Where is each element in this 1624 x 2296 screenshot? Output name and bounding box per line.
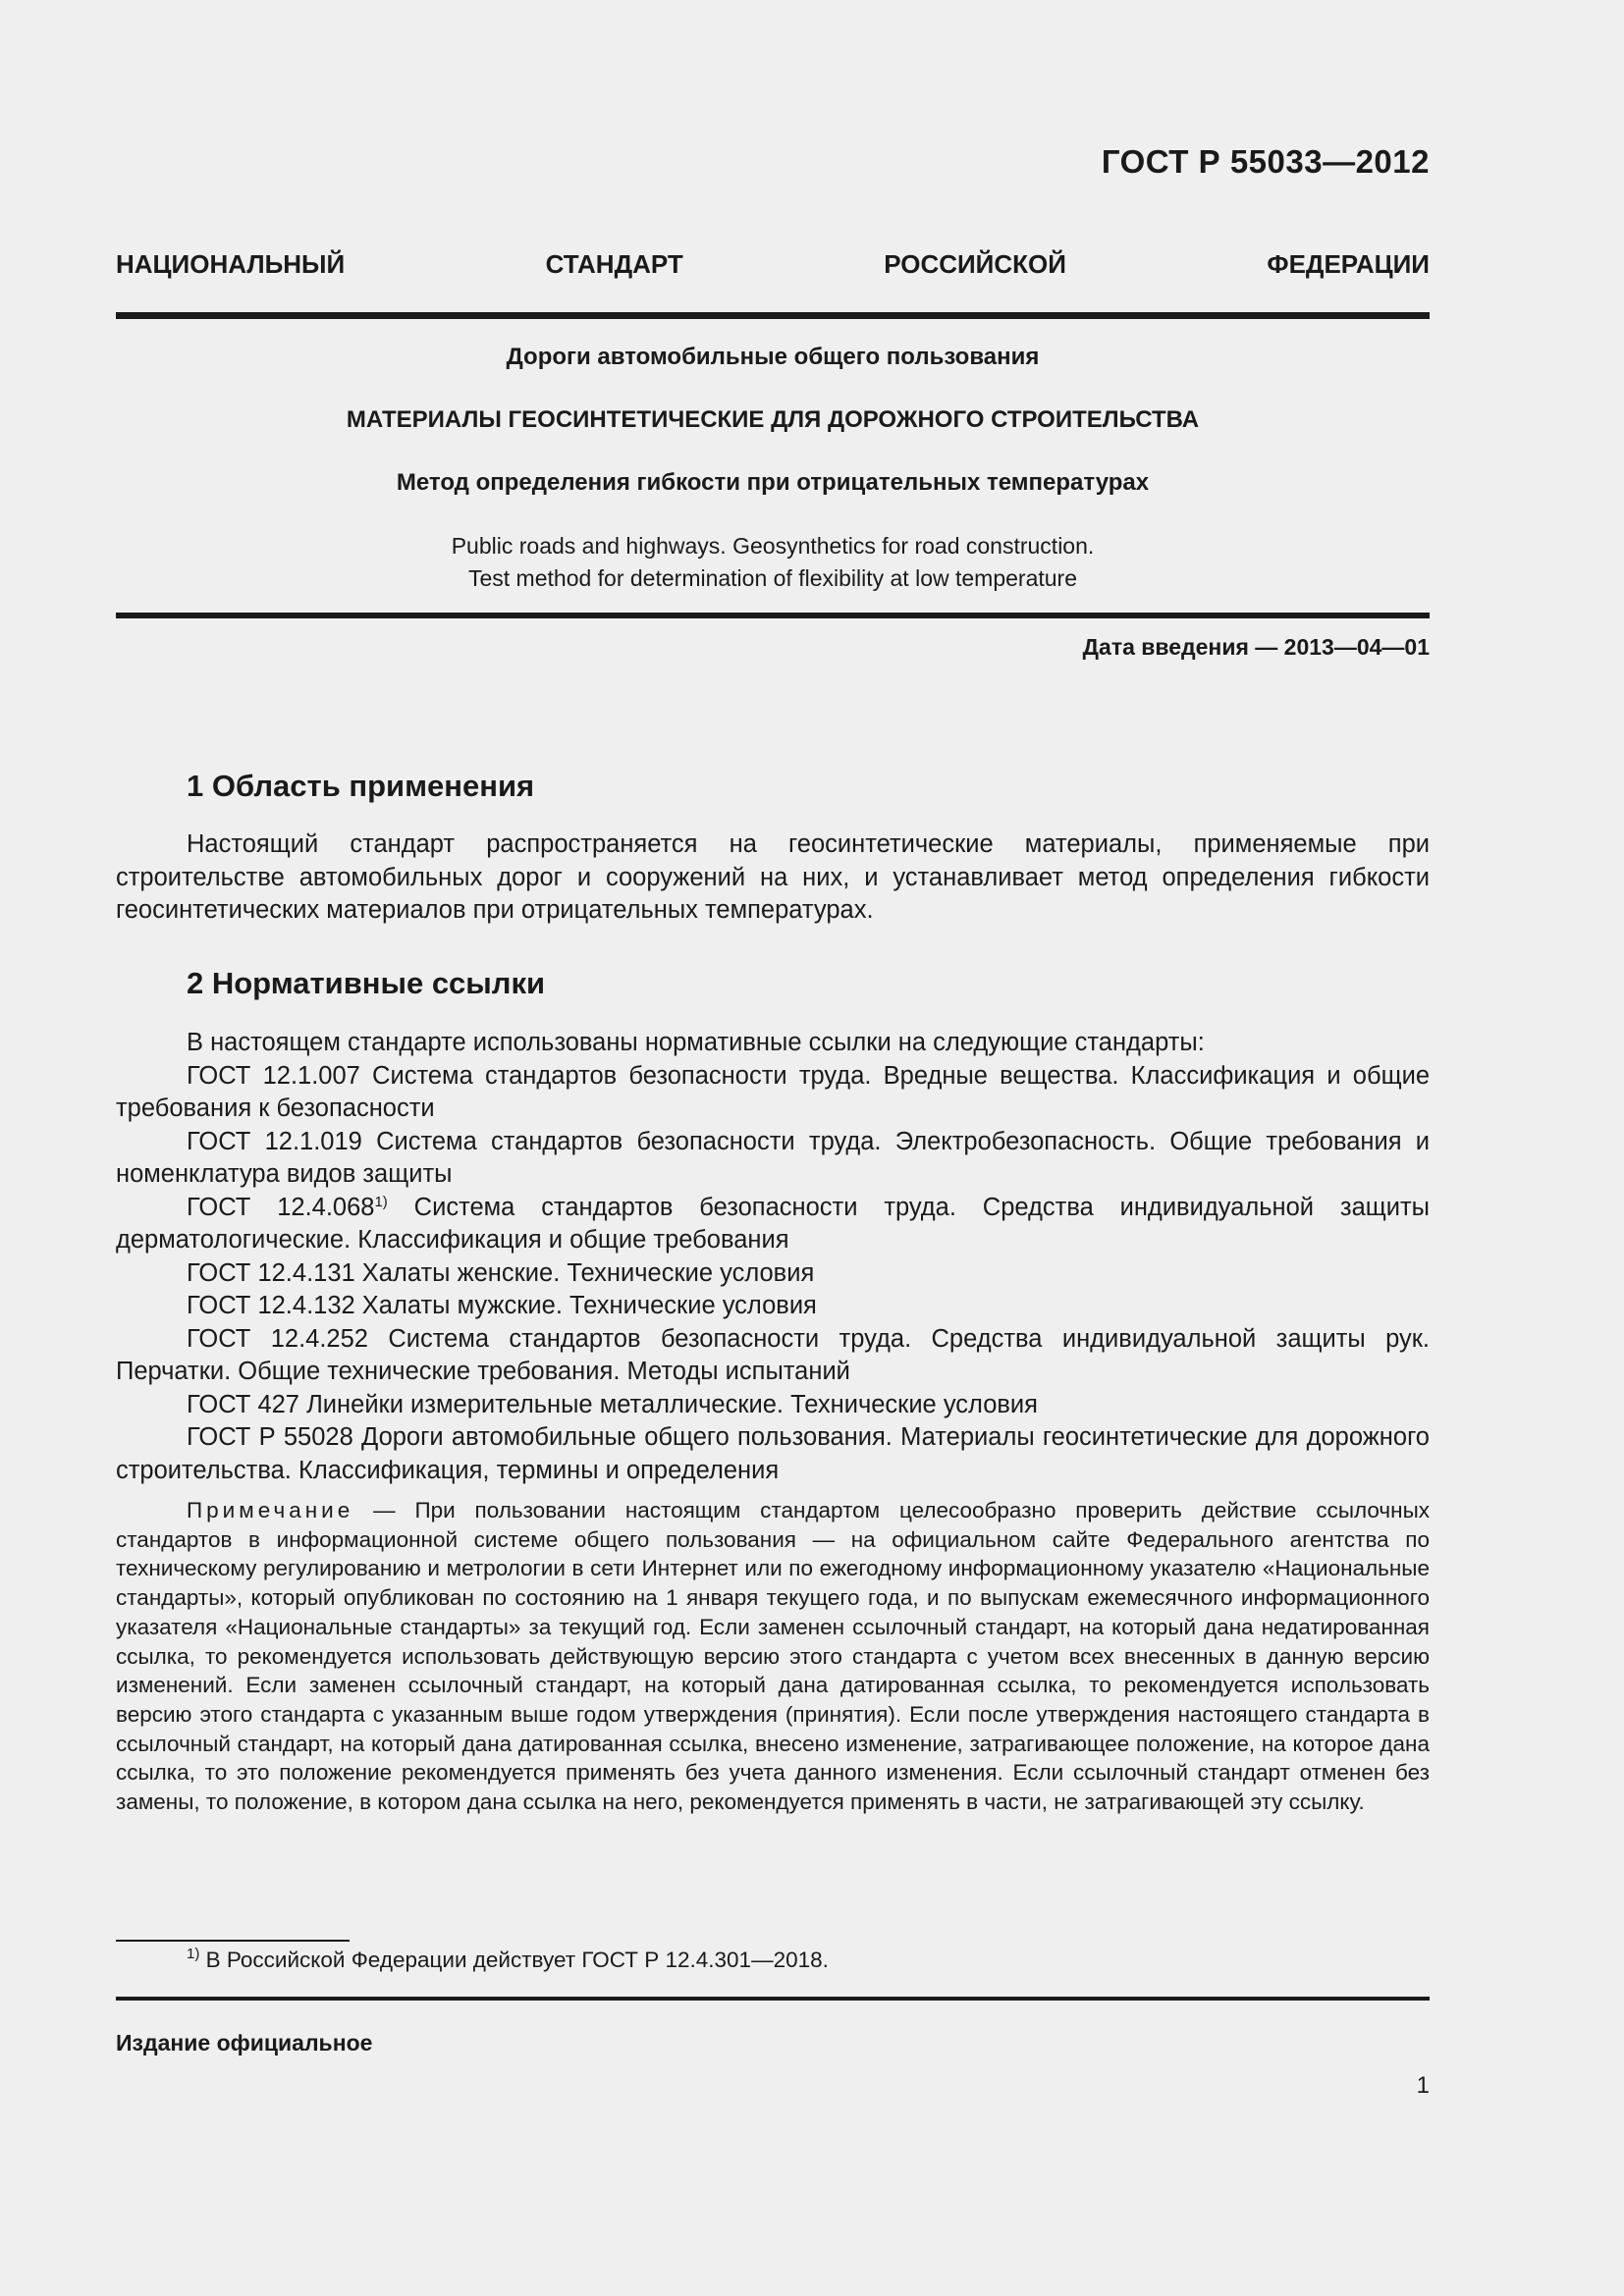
reference-item: ГОСТ 12.1.019 Система стандартов безопасности труда. Электробезопасность. Общие требования и номенклатура видов защиты xyxy=(116,1127,1430,1188)
note-block xyxy=(116,1496,1430,1817)
note-text: — При пользовании настоящим стандартом целесообразно проверить действие ссылочных стандартов в информационной системе общего пользования — на официальном сайте Федерального агентства по техническому регулированию и метрологии в сети Интернет или по ежегодному информационному указателю «Национальные стандарты», который опубликован по состоянию на 1 января текущего года, и по выпускам ежемесячного информационного указателя «Национальные стандарты» за текущий год. Если заменен ссылочный стандарт, на который дана недатированная ссылка, то рекомендуется использовать действующую версию этого стандарта с учетом всех внесенных в данную версию изменений. Если заменен ссылочный стандарт, на который дана датированная ссылка, то рекомендуется использовать версию этого стандарта с указанным выше годом утверждения (принятия). Если после утверждения настоящего стандарта в ссылочный стандарт, на который дана датированная ссылка, внесено изменение, затрагивающее положение, на которое дана ссылка, то это положение рекомендуется применять без учета данного изменения. Если ссылочный стандарт отменен без замены, то положение, в котором дана ссылка на него, рекомендуется применять в части, не затрагивающей эту ссылку. xyxy=(116,1498,1430,1815)
note-label: Примечание xyxy=(187,1498,354,1522)
top-rule xyxy=(116,312,1430,319)
reference-item: ГОСТ 12.4.132 Халаты мужские. Технические условия xyxy=(187,1292,817,1319)
english-title-line-2: Test method for determination of flexibility at low temperature xyxy=(467,565,1077,591)
reference-item: ГОСТ 12.1.007 Система стандартов безопасности труда. Вредные вещества. Классификация и общие требования к безопасности xyxy=(116,1061,1430,1122)
title-bottom-rule xyxy=(116,613,1430,618)
footnote-separator xyxy=(116,1940,350,1942)
english-title-line-1: Public roads and highways. Geosynthetics for road construction. xyxy=(451,533,1095,559)
title-line-1: Дороги автомобильные общего пользования xyxy=(506,344,1040,370)
section-1-heading: 1 Область применения xyxy=(187,769,535,803)
official-edition-label: Издание официальное xyxy=(116,2030,373,2056)
note-paragraph xyxy=(116,1496,1430,1817)
footnote-number: 1) xyxy=(187,1946,200,1962)
page-number: 1 xyxy=(1416,2072,1430,2099)
reference-item-with-footnote xyxy=(116,1192,1430,1257)
section-1-body xyxy=(116,828,1430,928)
footnote-text: В Российской Федерации действует ГОСТ Р 12.4.301—2018. xyxy=(199,1948,829,1972)
section-2-body xyxy=(116,1027,1430,1487)
reference-item: ГОСТ Р 55028 Дороги автомобильные общего пользования. Материалы геосинтетические для дорожного строительства. Классификация, термины и определения xyxy=(116,1423,1430,1484)
national-standard-text: НАЦИОНАЛЬНЫЙ СТАНДАРТ РОССИЙСКОЙ ФЕДЕРАЦИИ xyxy=(116,249,1430,279)
english-title xyxy=(116,530,1430,595)
reference-code: ГОСТ 12.4.068 xyxy=(187,1193,375,1221)
reference-title: Система стандартов безопасности труда. Средства индивидуальной защиты дерматологические. Классификация и общие требования xyxy=(116,1193,1431,1254)
reference-item: ГОСТ 12.4.131 Халаты женские. Технические условия xyxy=(187,1258,815,1287)
section-2-heading: 2 Нормативные ссылки xyxy=(187,966,546,1000)
section-2-intro: В настоящем стандарте использованы нормативные ссылки на следующие стандарты: xyxy=(187,1029,1205,1056)
national-standard-heading xyxy=(116,249,1430,280)
date-of-introduction: Дата введения — 2013—04—01 xyxy=(1082,634,1430,660)
title-line-2: МАТЕРИАЛЫ ГЕОСИНТЕТИЧЕСКИЕ ДЛЯ ДОРОЖНОГО СТРОИТЕЛЬСТВА xyxy=(346,406,1200,433)
reference-item: ГОСТ 12.4.252 Система стандартов безопасности труда. Средства индивидуальной защиты рук. Перчатки. Общие технические требования. Методы испытаний xyxy=(116,1324,1430,1385)
reference-item: ГОСТ 427 Линейки измерительные металлические. Технические условия xyxy=(187,1390,1038,1418)
gost-number: ГОСТ Р 55033—2012 xyxy=(1101,143,1430,180)
section-1-paragraph: Настоящий стандарт распространяется на геосинтетические материалы, применяемые при строительстве автомобильных дорог и сооружений на них, и устанавливает метод определения гибкости геосинтетических материалов при отрицательных температурах. xyxy=(116,830,1430,924)
title-line-3: Метод определения гибкости при отрицательных температурах xyxy=(396,469,1150,496)
footnote-marker: 1) xyxy=(374,1193,388,1210)
footer-rule xyxy=(116,1997,1430,2001)
footnote xyxy=(187,1948,829,1973)
